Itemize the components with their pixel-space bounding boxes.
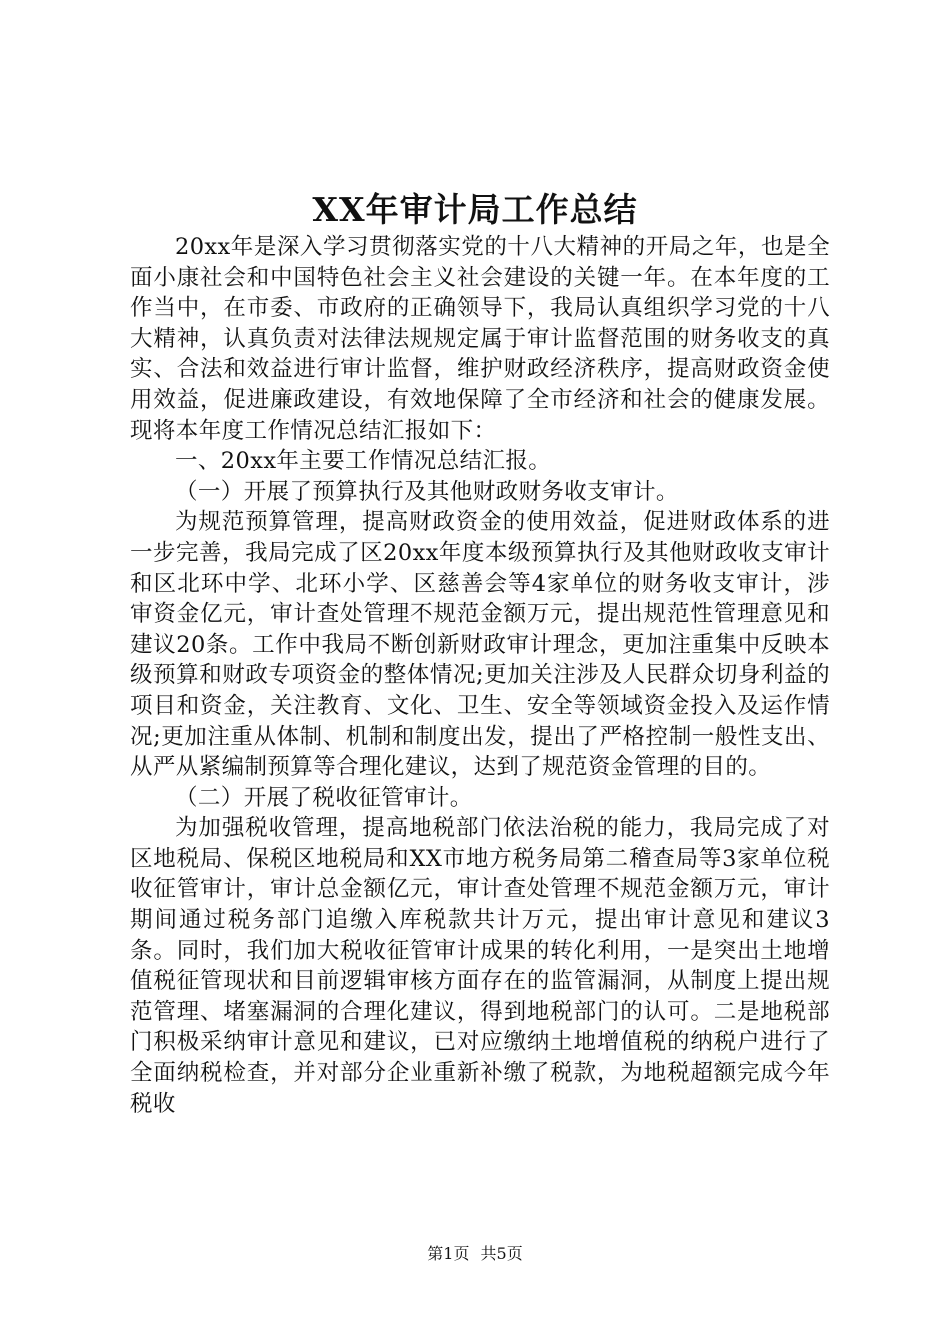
section-heading-1: 一、20xx年主要工作情况总结汇报。 xyxy=(175,448,552,475)
document-title: XX年审计局工作总结 xyxy=(312,190,638,229)
paragraph-intro: 20xx年是深入学习贯彻落实党的十八大精神的开局之年，也是全面小康社会和中国特色社会主义社会建设的关键一年。在本年度的工作当中，在市委、市政府的正确领导下，我局认真组织学习党的十八大精神，认真负责对法律法规规定属于审计监督范围的财务收支的真实、合法和效益进行审计监督，维护财政经济秩序，提高财政资金使用效益，促进廉政建设，有效地保障了全市经济和社会的健康发展。现将本年度工作情况总结汇报如下： xyxy=(130,234,830,444)
subsection-heading-1: （一）开展了预算执行及其他财政财务收支审计。 xyxy=(175,478,679,505)
paragraph-budget-audit: 为规范预算管理，提高财政资金的使用效益，促进财政体系的进一步完善，我局完成了区20xx年度本级预算执行及其他财政收支审计和区北环中学、北环小学、区慈善会等4家单位的财务收支审计，涉审资金亿元，审计查处管理不规范金额万元，提出规范性管理意见和建议20条。工作中我局不断创新财政审计理念，更加注重集中反映本级预算和财政专项资金的整体情况;更加关注涉及人民群众切身利益的项目和资金，关注教育、文化、卫生、安全等领域资金投入及运作情况;更加注重从体制、机制和制度出发，提出了严格控制一般性支出、从严从紧编制预算等合理化建议，达到了规范资金管理的目的。 xyxy=(130,509,830,781)
paragraph-tax-audit: 为加强税收管理，提高地税部门依法治税的能力，我局完成了对区地税局、保税区地税局和XX市地方税务局第二稽查局等3家单位税收征管审计，审计总金额亿元，审计查处管理不规范金额万元，审计期间通过税务部门追缴入库税款共计万元，提出审计意见和建议3条。同时，我们加大税收征管审计成果的转化利用，一是突出土地增值税征管现状和目前逻辑审核方面存在的监管漏洞，从制度上提出规范管理、堵塞漏洞的合理化建议，得到地税部门的认可。二是地税部门积极采纳审计意见和建议，已对应缴纳土地增值税的纳税户进行了全面纳税检查，并对部分企业重新补缴了税款，为地税超额完成今年税收 xyxy=(130,815,830,1117)
page-number: 第1页 xyxy=(427,1244,470,1263)
page-footer xyxy=(0,1244,950,1264)
page-total: 共5页 xyxy=(480,1244,523,1263)
document-body xyxy=(130,232,830,1119)
subsection-heading-2: （二）开展了税收征管审计。 xyxy=(175,784,473,811)
